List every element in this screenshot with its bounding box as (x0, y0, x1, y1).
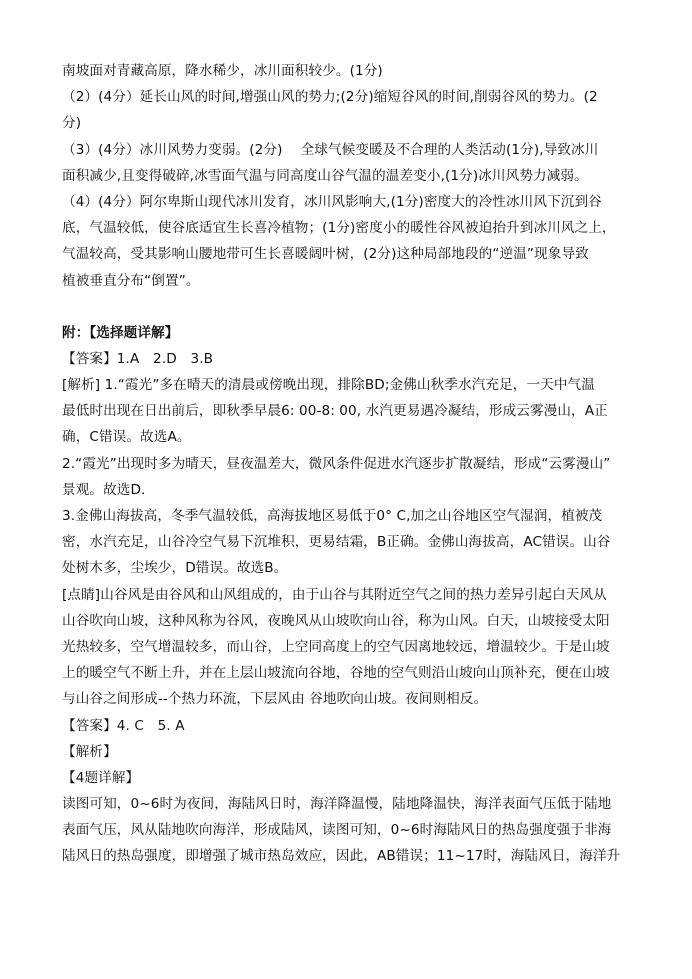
appendix-heading: 附：【选择题详解】 (62, 324, 179, 341)
text-line: 【答案】4. C 5. A (62, 717, 185, 734)
answer-section (62, 58, 642, 294)
text-line: 上的暖空气不断上升，并在上层山坡流向谷地，谷地的空气则沿山坡向山顶补充，便在山坡 (62, 665, 610, 682)
text-line: 【答案】1.A 2.D 3.B (62, 350, 214, 367)
text-line: 底，气温较低，使谷底适宜生长喜冷植物；(1分)密度小的暖性谷风被迫抬升到冰川风之上， (62, 220, 616, 237)
text-line: 【4题详解】 (62, 769, 140, 786)
text-line: 山谷吹向山坡，这种风称为谷风，夜晚风从山坡吹向山谷，称为山风。白天，山坡接受太阳 (62, 612, 610, 629)
section-gap (62, 294, 642, 320)
text-line: 最低时出现在日出前后，即秋季早晨6: 00-8: 00, 水汽更易遇冷凝结，形成云雾漫山，A正 (62, 403, 608, 420)
text-line: 气温较高，受其影响山腰地带可生长喜暖阔叶树，(2分)这种局部地段的“逆温”现象导致 (62, 246, 589, 263)
text-line: （3）(4分）冰川风势力变弱。(2分) 全球气候变暖及不合理的人类活动(1分),导致冰川 (62, 141, 599, 158)
text-line: [点睛]山谷风是由谷风和山风组成的，由于山谷与其附近空气之间的热力差异引起白天风从 (62, 586, 607, 603)
text-line: 与山谷之间形成--个热力环流，下层风由 谷地吹向山坡。夜间则相反。 (62, 691, 488, 708)
text-line: 密，水汽充足，山谷冷空气易下沉堆积，更易结霜，B正确。金佛山海拔高，AC错误。山谷 (62, 534, 611, 551)
text-line: 处树木多，尘埃少，D错误。故选B。 (62, 560, 288, 577)
explanation-section (62, 346, 642, 870)
text-line: 光热较多，空气增温较多，而山谷，上空同高度上的空气因离地较远，增温较少。于是山坡 (62, 638, 610, 655)
text-line: 分) (62, 115, 82, 132)
text-line: 确，C错误。故选A。 (62, 429, 191, 446)
text-line: [解析] 1.“霞光”多在晴天的清晨或傍晚出现，排除BD;金佛山秋季水汽充足，一天中气温 (62, 377, 595, 394)
text-line: （4）(4分）阿尔卑斯山现代冰川发育，冰川风影响大,(1分)密度大的冷性冰川风下沉到谷 (62, 193, 602, 210)
text-line: 读图可知，0~6时为夜间，海陆风日时，海洋降温慢，陆地降温快，海洋表面气压低于陆地 (62, 796, 612, 813)
text-line: 陆风日的热岛强度，即增强了城市热岛效应，因此，AB错误；11~17时，海陆风日，海洋升 (62, 848, 621, 865)
text-line: 景观。故选D. (62, 481, 146, 498)
text-line: （2）(4分）延长山风的时间,增强山风的势力;(2分)缩短谷风的时间,削弱谷风的势力。(2 (62, 89, 598, 106)
document-page (62, 58, 642, 870)
text-line: 3.金佛山海拔高，冬季气温较低，高海拔地区易低于0° C,加之山谷地区空气湿润，植被茂 (62, 508, 603, 524)
text-line: 【解析】 (62, 743, 117, 760)
text-line: 面积减少,且变得破碎,冰雪面气温与同高度山谷气温的温差变小,(1分)冰川风势力减弱。 (62, 167, 588, 184)
text-line: 植被垂直分布“倒置”。 (62, 272, 200, 289)
text-line: 表面气压，风从陆地吹向海洋，形成陆风，读图可知，0~6时海陆风日的热岛强度强于非海 (62, 822, 612, 839)
text-line: 2.“霞光”出现时多为晴天，昼夜温差大，微风条件促进水汽逐步扩散凝结，形成“云雾漫山” (62, 455, 611, 472)
text-line: 南坡面对青藏高原，降水稀少，冰川面积较少。(1分) (62, 63, 383, 79)
